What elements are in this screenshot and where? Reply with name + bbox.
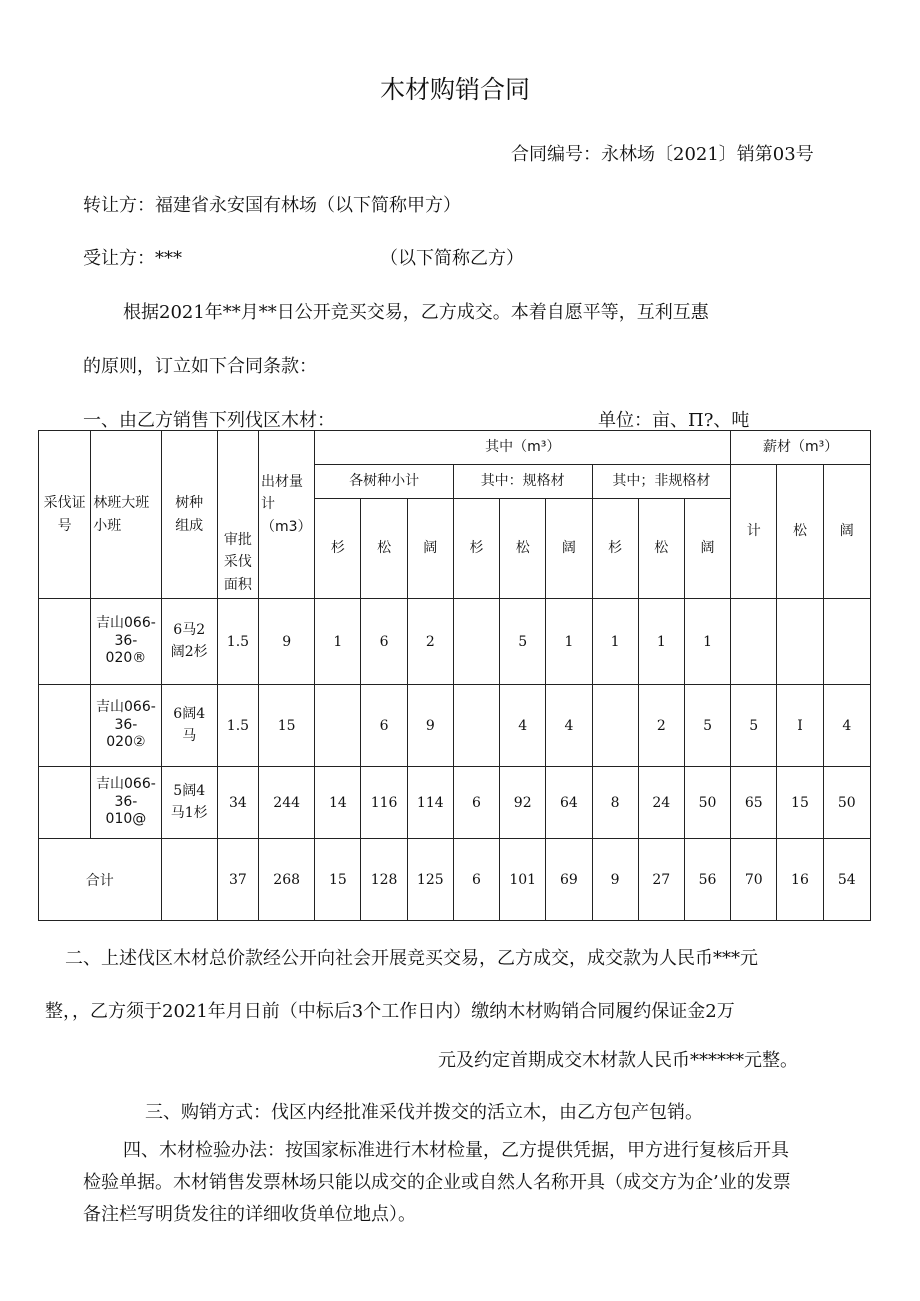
cell-nonstandard-pine: 24	[638, 767, 684, 839]
cell-plot: 吉山066-36-020②	[91, 685, 161, 767]
cell-fuelwood-pine: 15	[777, 767, 823, 839]
cell-species-pine: 6	[361, 599, 407, 685]
section-2-line-3: 元及约定首期成交木材款人民币******元整。	[438, 1050, 798, 1071]
header-permit-number: 采伐证号	[39, 431, 91, 599]
table-row	[39, 685, 871, 767]
header-standard-timber: 其中：规格材	[453, 465, 592, 499]
header-fuelwood-broadleaf: 阔	[823, 465, 870, 599]
section-4-line-2: 检验单据。木材销售发票林场只能以成交的企业或自然人名称开具（成交方为企’业的发票	[83, 1172, 791, 1193]
cell-area: 34	[217, 767, 258, 839]
cell-nonstandard-broadleaf: 5	[684, 685, 730, 767]
cell-species-fir: 1	[315, 599, 361, 685]
cell-total-fuelwood-total: 70	[731, 839, 777, 921]
cell-standard-broadleaf: 4	[546, 685, 592, 767]
cell-total-species-fir: 15	[315, 839, 361, 921]
cell-fuelwood-pine: I	[777, 685, 823, 767]
cell-total-species	[161, 839, 217, 921]
cell-total-standard-pine: 101	[500, 839, 546, 921]
cell-total-standard-broadleaf: 69	[546, 839, 592, 921]
section-2-line-2: 整，，乙方须于2021年月日前（中标后3个工作日内）缴纳木材购销合同履约保证金2万	[45, 1001, 735, 1022]
cell-total-label: 合计	[39, 839, 162, 921]
cell-species: 6阔4马	[161, 685, 217, 767]
cell-total-fuelwood-broadleaf: 54	[823, 839, 870, 921]
cell-species-fir	[315, 685, 361, 767]
cell-total-volume: 268	[259, 839, 315, 921]
cell-standard-broadleaf: 1	[546, 599, 592, 685]
cell-total-nonstandard-pine: 27	[638, 839, 684, 921]
header-standard-pine: 松	[500, 499, 546, 599]
contract-number: 合同编号：永林场〔2021〕销第03号	[511, 144, 814, 165]
header-nonstandard-fir: 杉	[592, 499, 638, 599]
header-nonstandard-pine: 松	[638, 499, 684, 599]
header-species-pine: 松	[361, 499, 407, 599]
cell-total-area: 37	[217, 839, 258, 921]
intro-line-2: 的原则，订立如下合同条款：	[83, 356, 317, 377]
cell-species-broadleaf: 9	[407, 685, 453, 767]
header-species-broadleaf: 阔	[407, 499, 453, 599]
header-standard-fir: 杉	[453, 499, 499, 599]
header-species-subtotal: 各树种小计	[315, 465, 454, 499]
section-2-line-1: 二、上述伐区木材总价款经公开向社会开展竞买交易，乙方成交，成交款为人民币***元	[65, 948, 758, 969]
cell-species-pine: 116	[361, 767, 407, 839]
cell-nonstandard-fir: 1	[592, 599, 638, 685]
cell-nonstandard-fir: 8	[592, 767, 638, 839]
header-species-composition: 树种组成	[161, 431, 217, 599]
header-fuelwood: 薪材（m³）	[731, 431, 871, 465]
section-3: 三、购销方式：伐区内经批准采伐并拨交的活立木，由乙方包产包销。	[145, 1102, 703, 1123]
cell-standard-broadleaf: 64	[546, 767, 592, 839]
header-nonstandard-timber: 其中；非规格材	[592, 465, 731, 499]
cell-total-nonstandard-fir: 9	[592, 839, 638, 921]
cell-standard-pine: 5	[500, 599, 546, 685]
cell-standard-fir: 6	[453, 767, 499, 839]
cell-fuelwood-total: 5	[731, 685, 777, 767]
cell-standard-fir	[453, 599, 499, 685]
cell-volume: 15	[259, 685, 315, 767]
cell-nonstandard-pine: 2	[638, 685, 684, 767]
header-fuelwood-pine: 松	[777, 465, 823, 599]
cell-plot: 吉山066-36-020®	[91, 599, 161, 685]
cell-nonstandard-broadleaf: 50	[684, 767, 730, 839]
cell-fuelwood-broadleaf: 50	[823, 767, 870, 839]
cell-species-pine: 6	[361, 685, 407, 767]
cell-permit	[39, 599, 91, 685]
intro-line-1: 根据2021年**月**日公开竞买交易，乙方成交。本着自愿平等，互利互惠	[123, 302, 709, 323]
header-among: 其中（m³）	[315, 431, 731, 465]
cell-species-broadleaf: 114	[407, 767, 453, 839]
header-nonstandard-broadleaf: 阔	[684, 499, 730, 599]
timber-table	[38, 430, 871, 921]
section-1-heading: 一、由乙方销售下列伐区木材：	[83, 410, 335, 431]
header-volume-total: 出材量计（m3）	[259, 431, 315, 599]
header-plot: 林班大班小班	[91, 431, 161, 599]
page-title: 木材购销合同	[379, 75, 530, 104]
cell-fuelwood-broadleaf: 4	[823, 685, 870, 767]
cell-volume: 244	[259, 767, 315, 839]
unit-label: 单位：亩、П?、吨	[598, 410, 750, 431]
cell-total-fuelwood-pine: 16	[777, 839, 823, 921]
cell-plot: 吉山066-36-010@	[91, 767, 161, 839]
cell-fuelwood-pine	[777, 599, 823, 685]
cell-species-broadleaf: 2	[407, 599, 453, 685]
cell-nonstandard-pine: 1	[638, 599, 684, 685]
cell-total-standard-fir: 6	[453, 839, 499, 921]
cell-nonstandard-fir	[592, 685, 638, 767]
cell-permit	[39, 685, 91, 767]
cell-species: 6马2阔2杉	[161, 599, 217, 685]
header-approved-area: 审批采伐面积	[217, 431, 258, 599]
cell-fuelwood-broadleaf	[823, 599, 870, 685]
header-species-fir: 杉	[315, 499, 361, 599]
table-total-row	[39, 839, 871, 921]
section-4-line-1: 四、木材检验办法：按国家标准进行木材检量，乙方提供凭据，甲方进行复核后开具	[123, 1140, 789, 1161]
header-fuelwood-total: 计	[731, 465, 777, 599]
cell-total-nonstandard-broadleaf: 56	[684, 839, 730, 921]
transferor-line: 转让方：福建省永安国有林场（以下简称甲方）	[83, 195, 461, 216]
cell-species-fir: 14	[315, 767, 361, 839]
cell-standard-pine: 4	[500, 685, 546, 767]
cell-area: 1.5	[217, 685, 258, 767]
transferee-line: 受让方：***	[83, 248, 182, 269]
cell-volume: 9	[259, 599, 315, 685]
cell-permit	[39, 767, 91, 839]
cell-standard-pine: 92	[500, 767, 546, 839]
cell-total-species-pine: 128	[361, 839, 407, 921]
table-row	[39, 767, 871, 839]
table-row	[39, 599, 871, 685]
cell-nonstandard-broadleaf: 1	[684, 599, 730, 685]
transferee-note: （以下简称乙方）	[380, 248, 524, 269]
cell-area: 1.5	[217, 599, 258, 685]
cell-total-species-broadleaf: 125	[407, 839, 453, 921]
cell-fuelwood-total	[731, 599, 777, 685]
section-4-line-3: 备注栏写明货发往的详细收货单位地点）。	[83, 1204, 416, 1225]
header-standard-broadleaf: 阔	[546, 499, 592, 599]
cell-fuelwood-total: 65	[731, 767, 777, 839]
cell-standard-fir	[453, 685, 499, 767]
cell-species: 5阔4马1杉	[161, 767, 217, 839]
